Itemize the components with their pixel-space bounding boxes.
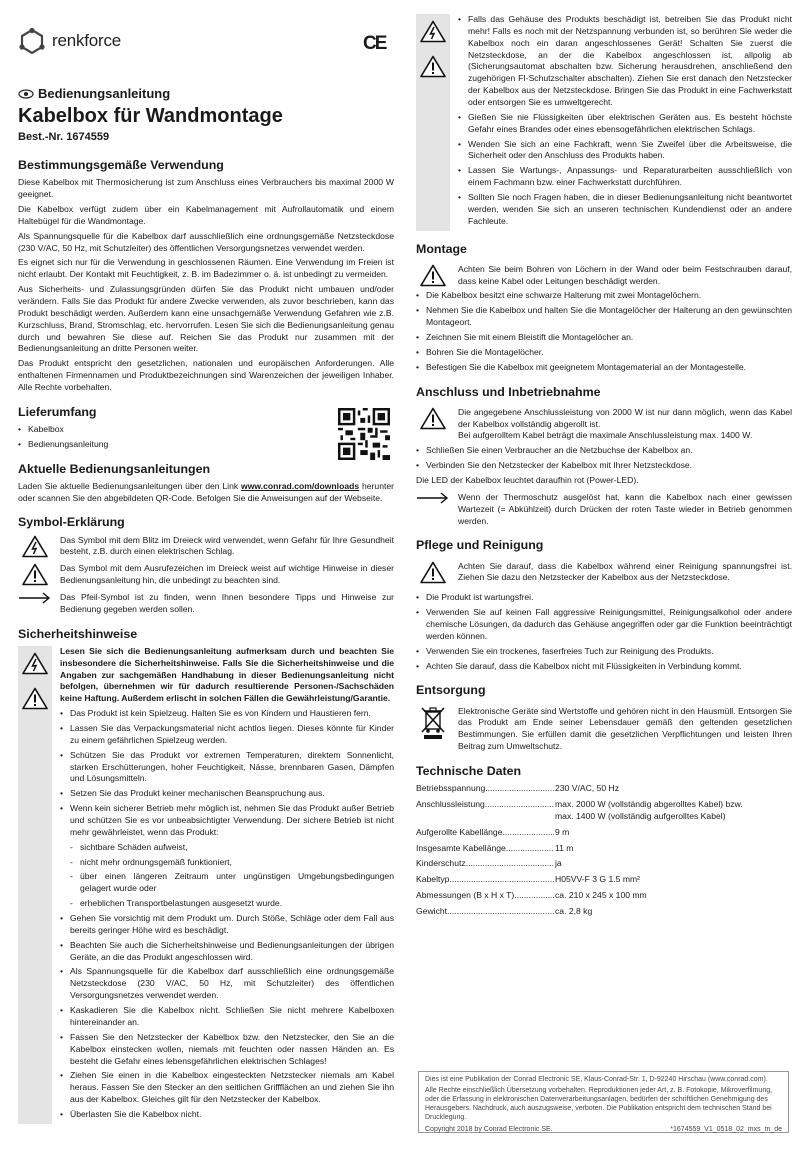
mounting-list bbox=[416, 290, 792, 373]
symbol-row-lightning: Das Symbol mit dem Blitz im Dreieck wird verwendet, wenn Gefahr für Ihre Gesundheit besteht, z.B. durch einen elektrischen Schlag. bbox=[18, 535, 394, 559]
tech-row: Betriebsspannung ..... 230 V/AC, 50 Hz bbox=[416, 783, 792, 795]
tech-row: Abmessungen (B x H x T) ..... ca. 210 x 245 x 100 mm bbox=[416, 890, 792, 902]
paragraph: Diese Kabelbox mit Thermosicherung ist zum Anschluss eines Verbrauchers bis maximal 2000 W geeignet. bbox=[18, 177, 394, 200]
lightning-warning-icon bbox=[420, 20, 446, 43]
list-item: • Das Produkt ist kein Spielzeug. Halten Sie es von Kindern und Haustieren fern. bbox=[60, 708, 394, 720]
care-list bbox=[416, 592, 792, 672]
sub-list-item: - nicht mehr ordnungsgemäß funktioniert, bbox=[60, 857, 394, 869]
led-note: Die LED der Kabelbox leuchtet daraufhin rot (Power-LED). bbox=[416, 475, 639, 485]
imprint-publisher: Dies ist eine Publikation der Conrad Electronic SE, Klaus-Conrad-Str. 1, D-92240 Hirschau (www.conrad.com). bbox=[425, 1076, 768, 1083]
eye-icon bbox=[18, 89, 34, 99]
list-item: • Ziehen Sie einen in die Kabelbox eingesteckten Netzstecker niemals am Kabel heraus. Fassen Sie den Stecker an den seitlichen Griffflächen an und ziehen Sie ihn aus der Kabelbox. Gleiches gilt für den Netzstecker der Kabelbox. bbox=[60, 1070, 394, 1106]
section-heading-disposal: Entsorgung bbox=[416, 683, 486, 698]
safety-icon-strip bbox=[416, 14, 450, 231]
list-item: • Verbinden Sie den Netzstecker der Kabelbox mit Ihrer Netzsteckdose. bbox=[416, 460, 792, 472]
list-item: • Nehmen Sie die Kabelbox und halten Sie die Montagelöcher der Halterung an den gewünschten Montageort. bbox=[416, 305, 792, 329]
arrow-right-icon bbox=[417, 492, 449, 504]
section-heading-mounting: Montage bbox=[416, 241, 467, 256]
list-item: • Schließen Sie einen Verbraucher an die Netzbuchse der Kabelbox an. bbox=[416, 445, 792, 457]
paragraph: Aus Sicherheits- und Zulassungsgründen dürfen Sie das Produkt nicht umbauen und/oder verändern. Falls Sie das Produkt für andere Zwecke verwenden, als zuvor beschrieben, kann das Produkt beschädigt werden. Außerdem kann eine unsachgemäße Verwendung Gefahren wie z.B. Kurzschluss, Brand, Stromschlag, etc. hervorrufen. Lesen Sie sich die Bedienungsanleitung genau durch und bewahren Sie diese auf. Reichen Sie das Produkt nur zusammen mit der Bedienungsanleitung an dritte Personen weiter. bbox=[18, 284, 394, 354]
list-item: • Lassen Sie das Verpackungsmaterial nicht achtlos liegen. Dieses könnte für Kinder zu einem gefährlichen Spielzeug werden. bbox=[60, 723, 394, 747]
sub-list-item: - erheblichen Transportbelastungen ausgesetzt wurde. bbox=[60, 898, 394, 910]
imprint-box bbox=[418, 1071, 789, 1133]
updates-paragraph: Laden Sie aktuelle Bedienungsanleitungen über den Link www.conrad.com/downloads herunter oder scannen Sie den abgebildeten QR-Code. Befolgen Sie die Anweisungen auf der Webseite. bbox=[18, 480, 394, 503]
manual-label: Bedienungsanleitung bbox=[18, 85, 394, 103]
list-item: • Gehen Sie vorsichtig mit dem Produkt um. Durch Stöße, Schläge oder dem Fall aus bereits geringer Höhe wird es beschädigt. bbox=[60, 913, 394, 937]
tech-row: Kabeltyp ..... H05VV-F 3 G 1.5 mm² bbox=[416, 874, 792, 886]
section-heading-safety: Sicherheitshinweise bbox=[18, 626, 138, 641]
tech-row: Kinderschutz ..... ja bbox=[416, 858, 792, 870]
ce-mark: CE bbox=[363, 33, 386, 54]
connection-warning: Die angegebene Anschlussleistung von 2000 W ist nur dann möglich, wenn das Kabel der Kabelbox vollständig abgerollt ist. Bei aufgerolltem Kabel beträgt die maximale Anschlussleistung max. 1400 W. bbox=[416, 407, 792, 443]
paragraph: Als Spannungsquelle für die Kabelbox darf ausschließlich eine ordnungsgemäße Netzsteckdose (230 V/AC, 50 Hz, mit Schutzleiter) des öffentlichen Versorgungsnetzes verwendet werden. bbox=[18, 230, 394, 253]
mounting-warning: Achten Sie beim Bohren von Löchern in der Wand oder beim Festschrauben darauf, dass keine Kabel oder Leitungen beschädigt werden. bbox=[416, 264, 792, 288]
order-number: Best.-Nr. 1674559 bbox=[18, 130, 110, 143]
list-item: • Setzen Sie das Produkt keiner mechanischen Beanspruchung aus. bbox=[60, 788, 394, 800]
safety-content bbox=[60, 646, 394, 1124]
list-item: • Verwenden Sie auf keinen Fall aggressive Reinigungsmittel, Reinigungsalkohol oder andere chemische Lösungen, da dadurch das Gehäuse angegriffen oder gar die Funktion beeinträchtigt werden können. bbox=[416, 607, 792, 643]
list-item: • Fassen Sie den Netzstecker der Kabelbox bzw. den Netzstecker, den Sie an die Kabelbox einstecken wollen, niemals mit feuchten oder nassen Händen an. Es besteht die Gefahr eines lebensgefährlichen elektrischen Schlages! bbox=[60, 1032, 394, 1068]
delivery-section bbox=[18, 404, 394, 451]
list-item: • Bedienungsanleitung bbox=[18, 439, 394, 451]
lightning-warning-icon bbox=[22, 535, 48, 558]
list-item: • Überlasten Sie die Kabelbox nicht. bbox=[60, 1109, 394, 1121]
list-item: • Kabelbox bbox=[18, 424, 394, 436]
paragraph: Das Produkt entspricht den gesetzlichen, nationalen und europäischen Anforderungen. Alle enthaltenen Firmennamen und Produktbezeichnungen sind Warenzeichen der jeweiligen Inhaber. Alle Rechte vorbehalten. bbox=[18, 358, 394, 392]
lightning-warning-icon bbox=[22, 652, 48, 675]
list-item: • Schützen Sie das Produkt vor extremen Temperaturen, direktem Sonnenlicht, starken Erschütterungen, hoher Feuchtigkeit, Nässe, brennbaren Gasen, Dämpfen und Lösungsmitteln. bbox=[60, 750, 394, 786]
connection-list bbox=[416, 445, 792, 472]
exclamation-warning-icon bbox=[420, 561, 446, 584]
symbol-row-exclamation: Das Symbol mit dem Ausrufezeichen im Dreieck weist auf wichtige Hinweise in dieser Bedienungsanleitung hin, die unbedingt zu beachten sind. bbox=[18, 563, 394, 587]
sub-list-item: - über einen längeren Zeitraum unter ungünstigen Umgebungsbedingungen gelagert wurde oder bbox=[60, 871, 394, 895]
list-item: • Bohren Sie die Montagelöcher. bbox=[416, 347, 792, 359]
safety-list-continued bbox=[458, 14, 792, 228]
thermo-tip: Wenn der Thermoschutz ausgelöst hat, kann die Kabelbox nach einer gewissen Wartezeit (= Abkühlzeit) durch Drücken der roten Taste wieder in Betrieb genommen werden. bbox=[416, 492, 792, 528]
sub-list-item: - sichtbare Schäden aufweist, bbox=[60, 842, 394, 854]
crossed-bin-icon bbox=[421, 706, 445, 740]
list-item: • Gießen Sie nie Flüssigkeiten über elektrischen Geräten aus. Es besteht höchste Gefahr eines Brandes oder eines ebensogefährlichen elektrischen Schlags. bbox=[458, 112, 792, 136]
list-item: • Zeichnen Sie mit einem Bleistift die Montagelöcher an. bbox=[416, 332, 792, 344]
safety-content bbox=[458, 14, 792, 231]
list-item: • Die Kabelbox besitzt eine schwarze Halterung mit zwei Montagelöchern. bbox=[416, 290, 792, 302]
list-item: • Lassen Sie Wartungs-, Anpassungs- und Reparaturarbeiten ausschließlich von einem Fachmann bzw. einer Fachwerkstatt durchführen. bbox=[458, 165, 792, 189]
section-heading-connection: Anschluss und Inbetriebnahme bbox=[416, 384, 601, 399]
imprint-doc-code: *1674559_V1_0518_02_mxs_m_de bbox=[670, 1126, 782, 1134]
exclamation-warning-icon bbox=[22, 563, 48, 586]
section-heading-intended-use: Bestimmungsgemäße Verwendung bbox=[18, 158, 224, 173]
disposal-row: Elektronische Geräte sind Wertstoffe und gehören nicht in den Hausmüll. Entsorgen Sie das Produkt am Ende seiner Lebensdauer gemäß den geltenden gesetzlichen Bestimmungen. Sie erfüllen damit die gesetzlichen Verpflichtungen und leisten Ihren Beitrag zum Umweltschutz. bbox=[416, 706, 792, 753]
paragraph: Es eignet sich nur für die Verwendung in geschlossenen Räumen. Eine Verwendung im Freien ist nicht erlaubt. Der Kontakt mit Feuchtigkeit, z. B. im Badezimmer o. ä. ist unbedingt zu vermeiden. bbox=[18, 257, 394, 280]
page-title: Kabelbox für Wandmontage bbox=[18, 104, 283, 127]
brand-name: renkforce bbox=[52, 31, 122, 51]
list-item: • Die Produkt ist wartungsfrei. bbox=[416, 592, 792, 604]
safety-intro: Lesen Sie sich die Bedienungsanleitung aufmerksam durch und beachten Sie insbesondere die Sicherheitshinweise. Falls Sie die Sicherheitshinweise und die Angaben zur sachgemäßen Handhabung in dieser Bedienungsanleitung nicht befolgen, übernehmen wir für dadurch resultierende Personen-/Sachschäden keine Haftung. Außerdem erlischt in solchen Fällen die Gewährleistung/Garantie. bbox=[60, 645, 394, 704]
safety-icon-strip bbox=[18, 646, 52, 1124]
section-heading-tech: Technische Daten bbox=[416, 763, 522, 778]
exclamation-warning-icon bbox=[420, 55, 446, 78]
tech-row: Insgesamte Kabellänge ..... 11 m bbox=[416, 843, 792, 855]
arrow-right-icon bbox=[19, 592, 51, 604]
list-item: • Kaskadieren Sie die Kabelbox nicht. Schließen Sie nicht mehrere Kabelboxen hintereinander an. bbox=[60, 1005, 394, 1029]
tech-row: Aufgerollte Kabellänge ..... 9 m bbox=[416, 827, 792, 839]
downloads-link[interactable]: www.conrad.com/downloads bbox=[241, 480, 360, 491]
care-warning: Achten Sie darauf, dass die Kabelbox während einer Reinigung spannungsfrei ist. Ziehen Sie dazu den Netzstecker der Kabelbox aus der Netzsteckdose. bbox=[416, 561, 792, 585]
section-heading-updates: Aktuelle Bedienungsanleitungen bbox=[18, 461, 211, 476]
tech-row: Anschlussleistung ..... max. 2000 W (vollständig abgerolltes Kabel) bzw. max. 1400 W (vollständig aufgerolltes Kabel) bbox=[416, 799, 792, 823]
exclamation-warning-icon bbox=[420, 407, 446, 430]
section-heading-delivery: Lieferumfang bbox=[18, 404, 97, 419]
exclamation-warning-icon bbox=[420, 264, 446, 287]
imprint-copyright: Copyright 2018 by Conrad Electronic SE. bbox=[425, 1126, 553, 1134]
tech-table bbox=[416, 783, 792, 918]
list-item: • Falls das Gehäuse des Produkts beschädigt ist, betreiben Sie das Produkt nicht mehr! Falls es noch mit der Netzspannung verbunden ist, so berühren Sie weder die Kabelbox noch ein daran angeschlossenes Gerät! Schalten Sie zuerst die Netzsteckdose, an der die Kabelbox angeschlossen ist, allpolig ab (Sicherungsautomat abschalten bzw. Sicherung herausdrehen, anschließend den zugehörigen FI-Schutzschalter abschalten). Ziehen Sie erst danach den Netzstecker der Kabelbox aus der Netzsteckdose. Bringen Sie das Produkt in eine Fachwerkstatt oder entsorgen Sie es umweltgerecht. bbox=[458, 14, 792, 109]
tech-row: Gewicht ..... ca. 2,8 kg bbox=[416, 906, 792, 918]
safety-box bbox=[18, 646, 394, 1124]
list-item: • Beachten Sie auch die Sicherheitshinweise und Bedienungsanleitungen der übrigen Geräte, an die das Produkt angeschlossen wird. bbox=[60, 940, 394, 964]
exclamation-warning-icon bbox=[22, 687, 48, 710]
imprint-rights: Alle Rechte einschließlich Übersetzung vorbehalten. Reproduktionen jeder Art, z. B. Fotokopie, Mikroverfilmung, oder die Erfassung in elektronischen Datenverarbeitungsanlagen, bedürfen der schriftlichen Genehmigung des Herausgebers. Nachdruck, auch auszugsweise, verboten. Die Publikation entspricht dem technischen Stand bei Drucklegung. bbox=[425, 1087, 773, 1122]
safety-list bbox=[60, 708, 394, 1121]
right-column bbox=[416, 14, 792, 922]
list-item: • Achten Sie darauf, dass die Kabelbox nicht mit Flüssigkeiten in Verbindung kommt. bbox=[416, 661, 792, 673]
list-item: • Befestigen Sie die Kabelbox mit geeignetem Montagematerial an der Montagestelle. bbox=[416, 362, 792, 374]
left-column bbox=[18, 0, 394, 1124]
safety-box-continued bbox=[416, 14, 792, 231]
list-item: • Als Spannungsquelle für die Kabelbox darf ausschließlich eine ordnungsgemäße Netzsteckdose (230 V/AC, 50 Hz, mit Schutzleiter) des öffentlichen Versorgungsnetzes verwendet werden. bbox=[60, 966, 394, 1002]
symbol-row-arrow: Das Pfeil-Symbol ist zu finden, wenn Ihnen besondere Tipps und Hinweise zur Bedienung gegeben werden sollen. bbox=[18, 592, 394, 616]
section-heading-care: Pflege und Reinigung bbox=[416, 538, 544, 553]
paragraph: Die Kabelbox verfügt zudem über ein Kabelmanagement mit Aufrollautomatik und einem Haltebügel für die Wandmontage. bbox=[18, 203, 394, 226]
list-item: • Sollten Sie noch Fragen haben, die in dieser Bedienungsanleitung nicht beantwortet werden, wenden Sie sich an unseren technischen Kundendienst oder an andere Fachleute. bbox=[458, 192, 792, 228]
list-item: • Verwenden Sie ein trockenes, faserfreies Tuch zur Reinigung des Produkts. bbox=[416, 646, 792, 658]
list-item: • Wenn kein sicherer Betrieb mehr möglich ist, nehmen Sie das Produkt außer Betrieb und schützen Sie es vor unbeabsichtigter Verwendung. Der sichere Betrieb ist nicht mehr gewährleistet, wenn das Produkt: bbox=[60, 803, 394, 839]
list-item: • Wenden Sie sich an eine Fachkraft, wenn Sie Zweifel über die Arbeitsweise, die Sicherheit oder den Anschluss des Produkts haben. bbox=[458, 139, 792, 163]
section-heading-symbols: Symbol-Erklärung bbox=[18, 515, 125, 530]
